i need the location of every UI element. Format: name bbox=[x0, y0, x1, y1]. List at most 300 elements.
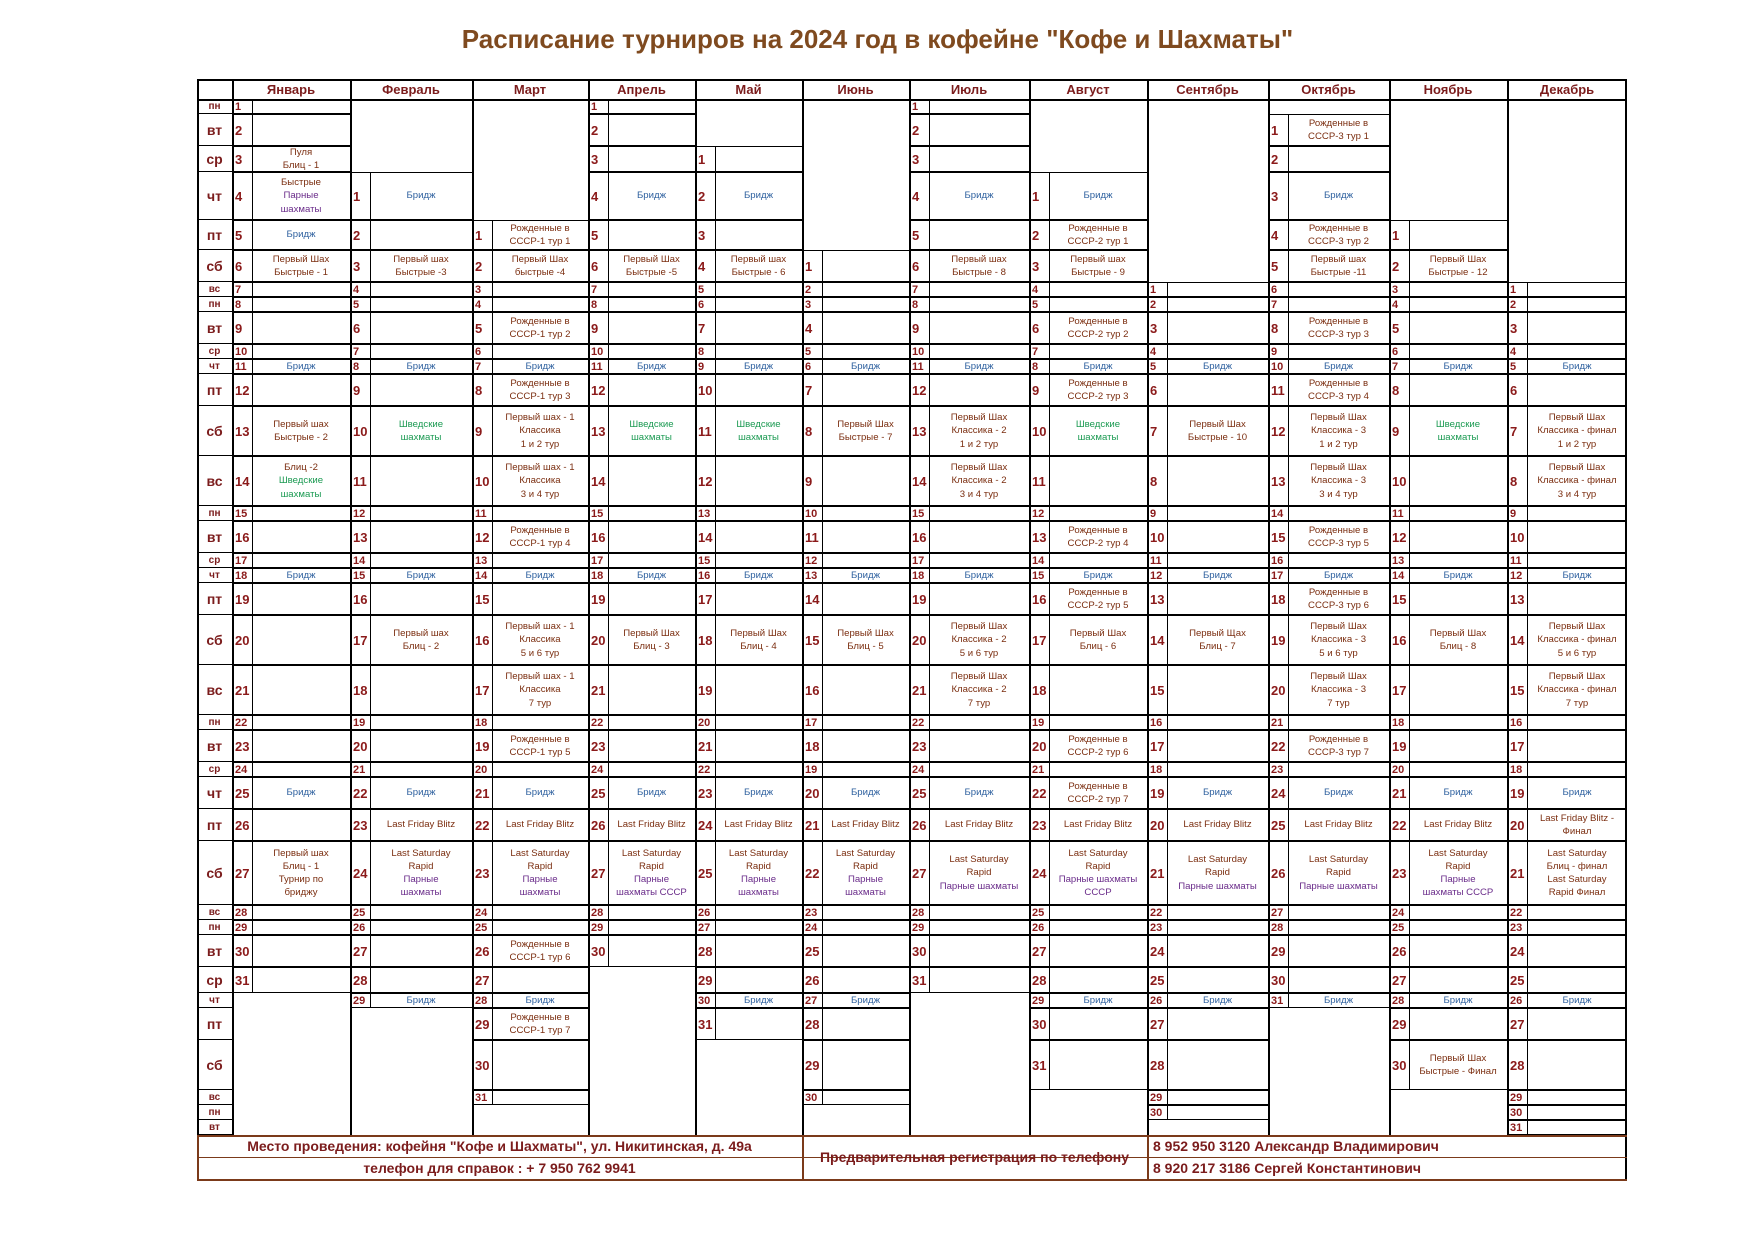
weekday-label: сб bbox=[206, 865, 223, 881]
weekday-label: вс bbox=[208, 284, 221, 295]
day-number: 7 bbox=[591, 283, 598, 296]
day-number: 25 bbox=[1150, 972, 1165, 988]
event-cell bbox=[1289, 359, 1388, 374]
event-text: Шведские bbox=[1435, 418, 1481, 430]
event-cell bbox=[1289, 993, 1388, 1008]
day-divider bbox=[608, 282, 609, 297]
event-text: Бридж bbox=[743, 569, 773, 581]
event-cell bbox=[1050, 993, 1146, 1008]
day-divider bbox=[1167, 1090, 1168, 1105]
day-divider bbox=[929, 374, 930, 406]
day-number: 22 bbox=[1392, 817, 1407, 833]
day-divider bbox=[822, 553, 823, 568]
event-cell bbox=[1050, 359, 1146, 374]
event-text: СССР-1 тур 3 bbox=[509, 391, 571, 402]
event-text: Бридж bbox=[743, 787, 773, 799]
day-number: 20 bbox=[912, 632, 927, 648]
event-cell bbox=[1050, 583, 1146, 615]
day-number: 4 bbox=[591, 188, 599, 204]
event-text: Блиц - 6 bbox=[1079, 641, 1117, 652]
event-text: Парные шахматы bbox=[939, 880, 1019, 892]
day-number: 31 bbox=[1032, 1057, 1047, 1073]
day-row-line bbox=[1507, 312, 1627, 313]
day-divider bbox=[370, 506, 371, 521]
event-text: Блиц - 3 bbox=[633, 641, 670, 652]
day-divider bbox=[1527, 920, 1528, 935]
day-number: 22 bbox=[698, 763, 711, 776]
day-number: 24 bbox=[353, 865, 368, 881]
day-row-line bbox=[802, 905, 909, 906]
day-row-line bbox=[588, 456, 695, 457]
day-number: 1 bbox=[1032, 188, 1040, 204]
event-text: Last Saturday bbox=[949, 854, 1009, 866]
event-text: СССР-1 тур 2 bbox=[509, 329, 571, 340]
event-cell bbox=[1050, 220, 1146, 250]
day-number: 31 bbox=[475, 1091, 488, 1104]
event-cell bbox=[493, 935, 587, 967]
day-number: 28 bbox=[475, 994, 488, 1007]
event-text: Классика - 3 bbox=[1310, 475, 1367, 487]
event-text: бриджу bbox=[284, 887, 318, 899]
event-text: Блиц - 5 bbox=[847, 641, 884, 652]
day-divider bbox=[1288, 344, 1289, 359]
event-text: Бридж bbox=[286, 360, 316, 372]
weekday-label: вс bbox=[206, 682, 223, 698]
day-divider bbox=[929, 553, 930, 568]
day-number: 5 bbox=[1271, 258, 1279, 274]
day-number: 2 bbox=[805, 283, 812, 296]
day-divider bbox=[1288, 935, 1289, 967]
day-row-line bbox=[802, 665, 909, 666]
day-divider bbox=[1167, 456, 1168, 506]
day-row-line bbox=[802, 250, 909, 251]
day-number: 31 bbox=[235, 972, 250, 988]
day-divider bbox=[608, 935, 609, 967]
day-number: 7 bbox=[1150, 423, 1158, 439]
day-number: 18 bbox=[1150, 763, 1163, 776]
event-text: СССР-1 тур 4 bbox=[509, 538, 571, 549]
day-row-line bbox=[1268, 146, 1389, 147]
event-text: Рожденные в bbox=[1308, 222, 1369, 234]
day-divider bbox=[252, 715, 253, 730]
day-number: 25 bbox=[1032, 906, 1045, 919]
event-text: Бридж bbox=[964, 569, 994, 581]
day-row-line bbox=[909, 730, 1029, 731]
event-cell bbox=[1050, 730, 1146, 762]
day-number: 10 bbox=[1271, 360, 1284, 373]
event-cell bbox=[930, 809, 1028, 841]
event-cell bbox=[1168, 406, 1267, 456]
day-row-line bbox=[909, 715, 1029, 716]
weekday-label: ср bbox=[208, 555, 221, 566]
day-row-line bbox=[1507, 1105, 1627, 1106]
month-header: Август bbox=[1066, 81, 1110, 97]
day-number: 4 bbox=[1392, 298, 1399, 311]
day-divider bbox=[252, 615, 253, 665]
day-divider bbox=[608, 762, 609, 777]
day-row-line bbox=[472, 762, 588, 763]
event-text: Быстрые -5 bbox=[625, 267, 678, 278]
day-number: 25 bbox=[912, 785, 927, 801]
day-row-line bbox=[802, 1104, 909, 1105]
event-cell bbox=[493, 993, 587, 1008]
day-row-line bbox=[909, 114, 1029, 115]
day-number: 20 bbox=[805, 785, 820, 801]
weekday-label: вт bbox=[206, 320, 223, 336]
event-cell bbox=[1050, 374, 1146, 406]
day-divider bbox=[370, 344, 371, 359]
day-number: 15 bbox=[475, 591, 490, 607]
event-text: 3 и 4 тур bbox=[1319, 488, 1358, 500]
day-divider bbox=[715, 967, 716, 993]
day-number: 22 bbox=[235, 716, 248, 729]
day-divider bbox=[492, 282, 493, 297]
day-divider bbox=[1527, 762, 1528, 777]
day-divider bbox=[929, 312, 930, 344]
event-cell bbox=[930, 359, 1028, 374]
day-row-line bbox=[909, 583, 1029, 584]
day-number: 28 bbox=[1150, 1057, 1165, 1073]
day-row-line bbox=[350, 297, 472, 298]
day-number: 16 bbox=[1150, 716, 1163, 729]
event-cell bbox=[823, 993, 908, 1008]
event-text: Рожденные в bbox=[1068, 733, 1128, 745]
day-number: 12 bbox=[805, 554, 818, 567]
day-number: 30 bbox=[1271, 972, 1286, 988]
day-divider bbox=[1167, 762, 1168, 777]
day-number: 31 bbox=[1510, 1121, 1523, 1134]
event-cell bbox=[609, 615, 694, 665]
event-text: Бридж bbox=[850, 994, 880, 1006]
day-divider bbox=[1167, 665, 1168, 715]
day-number: 24 bbox=[591, 763, 604, 776]
day-number: 28 bbox=[1392, 994, 1405, 1007]
event-text: Быстрые - 9 bbox=[1071, 267, 1125, 278]
day-row-line bbox=[472, 282, 588, 283]
day-number: 11 bbox=[805, 529, 819, 545]
day-number: 5 bbox=[235, 227, 243, 243]
day-row-line bbox=[695, 1008, 802, 1009]
event-cell bbox=[493, 568, 587, 583]
day-number: 7 bbox=[1032, 345, 1039, 358]
day-number: 10 bbox=[698, 382, 713, 398]
event-cell bbox=[371, 841, 471, 905]
event-cell bbox=[1050, 615, 1146, 665]
day-number: 5 bbox=[1510, 360, 1517, 373]
event-text: Last Friday Blitz bbox=[505, 819, 575, 831]
day-row-line bbox=[1029, 1089, 1147, 1090]
day-divider bbox=[715, 374, 716, 406]
month-header: Ноябрь bbox=[1423, 81, 1473, 97]
day-number: 13 bbox=[1150, 591, 1165, 607]
event-text: СССР-2 тур 2 bbox=[1067, 329, 1129, 340]
day-divider bbox=[715, 920, 716, 935]
day-divider bbox=[252, 935, 253, 967]
event-cell bbox=[1289, 114, 1388, 146]
day-number: 6 bbox=[1510, 382, 1518, 398]
day-row-line bbox=[909, 521, 1029, 522]
event-text: Быстрые - 2 bbox=[274, 432, 328, 443]
event-text: Бридж bbox=[1443, 360, 1473, 372]
day-divider bbox=[929, 967, 930, 993]
event-text: Первый Шах bbox=[1429, 1052, 1487, 1064]
weekday-label: вс bbox=[206, 473, 223, 489]
event-cell bbox=[493, 312, 587, 344]
day-number: 9 bbox=[1510, 507, 1517, 520]
month-header: Декабрь bbox=[1539, 81, 1595, 97]
event-cell bbox=[1050, 568, 1146, 583]
day-number: 5 bbox=[353, 298, 360, 311]
day-number: 28 bbox=[912, 906, 925, 919]
weekday-label: сб bbox=[206, 423, 223, 439]
day-row-line bbox=[1147, 374, 1268, 375]
event-text: быстрые -4 bbox=[514, 267, 566, 278]
event-text: Бридж bbox=[1443, 787, 1473, 799]
day-number: 30 bbox=[1150, 1106, 1163, 1119]
day-divider bbox=[492, 762, 493, 777]
event-text: СССР-2 тур 3 bbox=[1067, 391, 1129, 402]
event-cell bbox=[716, 777, 801, 809]
day-divider bbox=[1288, 920, 1289, 935]
event-text: Шведские bbox=[1075, 418, 1121, 430]
day-number: 12 bbox=[235, 382, 250, 398]
day-number: 2 bbox=[1392, 258, 1400, 274]
day-number: 7 bbox=[805, 382, 813, 398]
day-number: 6 bbox=[235, 258, 243, 274]
event-text: Last Friday Blitz - bbox=[1539, 812, 1615, 824]
event-cell bbox=[609, 809, 694, 841]
weekday-label: сб bbox=[206, 258, 223, 274]
day-number: 23 bbox=[475, 865, 490, 881]
day-row-line bbox=[588, 905, 695, 906]
day-number: 22 bbox=[912, 716, 925, 729]
event-text: Last Friday Blitz bbox=[724, 819, 793, 831]
event-text: Бридж bbox=[406, 994, 436, 1006]
day-row-line bbox=[695, 1039, 802, 1040]
event-text: СССР-2 тур 6 bbox=[1067, 747, 1129, 758]
day-number: 16 bbox=[698, 569, 711, 582]
month-header: Октябрь bbox=[1301, 81, 1356, 97]
day-number: 3 bbox=[475, 283, 482, 296]
event-text: Рожденные в bbox=[510, 222, 570, 234]
day-row-line bbox=[350, 374, 472, 375]
day-number: 10 bbox=[591, 345, 604, 358]
event-text: Бридж bbox=[406, 360, 436, 372]
day-row-line bbox=[909, 992, 1029, 993]
day-divider bbox=[822, 297, 823, 312]
day-divider bbox=[492, 967, 493, 993]
day-divider bbox=[608, 374, 609, 406]
day-divider bbox=[608, 920, 609, 935]
event-text: 5 и 6 тур bbox=[1557, 647, 1597, 659]
day-number: 24 bbox=[1150, 943, 1165, 959]
day-row-line bbox=[588, 665, 695, 666]
day-number: 19 bbox=[1150, 785, 1165, 801]
event-text: Рожденные в bbox=[1068, 524, 1128, 536]
day-divider bbox=[608, 114, 609, 146]
day-divider bbox=[1049, 1008, 1050, 1040]
event-text: Первый Щах bbox=[1189, 627, 1246, 639]
day-divider bbox=[1527, 1040, 1528, 1090]
event-cell bbox=[493, 615, 587, 665]
day-number: 22 bbox=[1150, 906, 1163, 919]
day-number: 18 bbox=[805, 738, 820, 754]
event-text: 5 и 6 тур bbox=[520, 647, 560, 659]
day-row-line bbox=[350, 220, 472, 221]
day-number: 3 bbox=[1510, 320, 1518, 336]
event-text: Первый Шах bbox=[623, 253, 680, 265]
day-divider bbox=[492, 905, 493, 920]
day-number: 19 bbox=[1032, 716, 1045, 729]
day-row-line bbox=[1389, 220, 1507, 221]
event-text: Рожденные в bbox=[1308, 524, 1369, 536]
day-number: 12 bbox=[912, 382, 927, 398]
event-cell bbox=[253, 841, 349, 905]
day-number: 28 bbox=[805, 1016, 820, 1032]
day-divider bbox=[492, 506, 493, 521]
day-divider bbox=[1409, 506, 1410, 521]
event-text: Last Friday Blitz bbox=[1063, 819, 1133, 831]
event-text: Парные bbox=[1440, 874, 1476, 885]
day-divider bbox=[929, 521, 930, 553]
event-text: Бридж bbox=[964, 360, 994, 372]
day-row-line bbox=[1147, 506, 1268, 507]
event-cell bbox=[253, 172, 349, 220]
day-divider bbox=[492, 583, 493, 615]
day-number: 11 bbox=[1510, 554, 1522, 567]
day-divider bbox=[822, 920, 823, 935]
event-text: Блиц - 8 bbox=[1439, 641, 1477, 652]
event-text: Классика - финал bbox=[1537, 684, 1617, 696]
day-row-line bbox=[232, 282, 350, 283]
event-cell bbox=[371, 568, 471, 583]
event-text: Первый шах bbox=[273, 418, 329, 430]
day-number: 15 bbox=[1510, 682, 1525, 698]
day-number: 24 bbox=[1032, 865, 1047, 881]
day-divider bbox=[929, 114, 930, 146]
event-text: Бридж bbox=[1562, 360, 1592, 372]
day-divider bbox=[370, 665, 371, 715]
event-text: Блиц - 4 bbox=[740, 641, 777, 652]
day-divider bbox=[1527, 1105, 1528, 1120]
event-cell bbox=[930, 568, 1028, 583]
day-row-line bbox=[588, 344, 695, 345]
day-number: 30 bbox=[698, 994, 711, 1007]
day-number: 9 bbox=[912, 320, 920, 336]
day-row-line bbox=[472, 583, 588, 584]
day-divider bbox=[822, 521, 823, 553]
day-divider bbox=[1527, 1120, 1528, 1135]
day-row-line bbox=[472, 967, 588, 968]
event-text: СССР-3 тур 1 bbox=[1308, 131, 1369, 142]
day-row-line bbox=[695, 715, 802, 716]
day-row-line bbox=[588, 935, 695, 936]
day-number: 22 bbox=[475, 817, 490, 833]
day-row-line bbox=[802, 344, 909, 345]
day-number: 14 bbox=[235, 473, 250, 489]
event-text: Первый Шах bbox=[1310, 621, 1367, 633]
day-number: 21 bbox=[475, 785, 490, 801]
day-row-line bbox=[1389, 456, 1507, 457]
day-divider bbox=[715, 730, 716, 762]
weekday-label: вт bbox=[209, 1122, 220, 1133]
day-number: 25 bbox=[475, 921, 488, 934]
day-row-line bbox=[232, 920, 350, 921]
event-cell bbox=[1050, 809, 1146, 841]
event-text: Last Friday Blitz bbox=[386, 819, 456, 831]
event-text: Первый шах - 1 bbox=[505, 671, 575, 683]
day-divider bbox=[370, 730, 371, 762]
day-divider bbox=[1409, 374, 1410, 406]
day-row-line bbox=[588, 920, 695, 921]
day-row-line bbox=[1389, 920, 1507, 921]
event-text: шахматы bbox=[519, 887, 561, 899]
day-divider bbox=[822, 312, 823, 344]
day-row-line bbox=[350, 282, 472, 283]
month-header: Май bbox=[735, 81, 762, 97]
day-number: 1 bbox=[591, 100, 598, 113]
day-row-line bbox=[1507, 583, 1627, 584]
day-row-line bbox=[588, 553, 695, 554]
event-cell bbox=[1289, 250, 1388, 282]
event-cell bbox=[1050, 406, 1146, 456]
day-divider bbox=[715, 521, 716, 553]
day-row-line bbox=[802, 730, 909, 731]
day-number: 5 bbox=[1392, 320, 1400, 336]
event-text: Первый шах bbox=[393, 253, 449, 265]
day-number: 20 bbox=[1510, 817, 1525, 833]
event-cell bbox=[930, 456, 1028, 506]
day-divider bbox=[1167, 920, 1168, 935]
event-text: Бридж bbox=[525, 787, 555, 799]
day-row-line bbox=[802, 967, 909, 968]
day-number: 27 bbox=[1392, 972, 1407, 988]
day-divider bbox=[1167, 297, 1168, 312]
event-cell bbox=[930, 841, 1028, 905]
event-text: Парные bbox=[740, 874, 777, 885]
day-number: 22 bbox=[805, 865, 820, 881]
day-number: 21 bbox=[1271, 716, 1284, 729]
day-row-line bbox=[1507, 1120, 1627, 1121]
day-divider bbox=[1288, 282, 1289, 297]
day-number: 16 bbox=[805, 682, 820, 698]
event-cell bbox=[716, 615, 801, 665]
event-text: Last Friday Blitz bbox=[944, 819, 1014, 831]
day-row-line bbox=[695, 312, 802, 313]
day-number: 14 bbox=[805, 591, 820, 607]
day-divider bbox=[822, 730, 823, 762]
day-divider bbox=[822, 456, 823, 506]
day-number: 13 bbox=[591, 423, 606, 439]
day-row-line bbox=[472, 1090, 588, 1091]
day-number: 8 bbox=[912, 298, 919, 311]
event-text: Первый шах bbox=[273, 847, 329, 859]
day-divider bbox=[822, 1090, 823, 1105]
day-number: 21 bbox=[912, 682, 927, 698]
day-number: 27 bbox=[1032, 943, 1047, 959]
day-number: 30 bbox=[912, 943, 927, 959]
day-row-line bbox=[1147, 967, 1268, 968]
day-row-line bbox=[802, 456, 909, 457]
event-text: 5 и 6 тур bbox=[959, 647, 999, 659]
day-row-line bbox=[1147, 1090, 1268, 1091]
day-row-line bbox=[1507, 967, 1627, 968]
event-text: Быстрые - Финал bbox=[1419, 1066, 1497, 1077]
day-number: 9 bbox=[1392, 423, 1400, 439]
day-divider bbox=[1409, 297, 1410, 312]
day-divider bbox=[1409, 762, 1410, 777]
day-row-line bbox=[695, 456, 802, 457]
